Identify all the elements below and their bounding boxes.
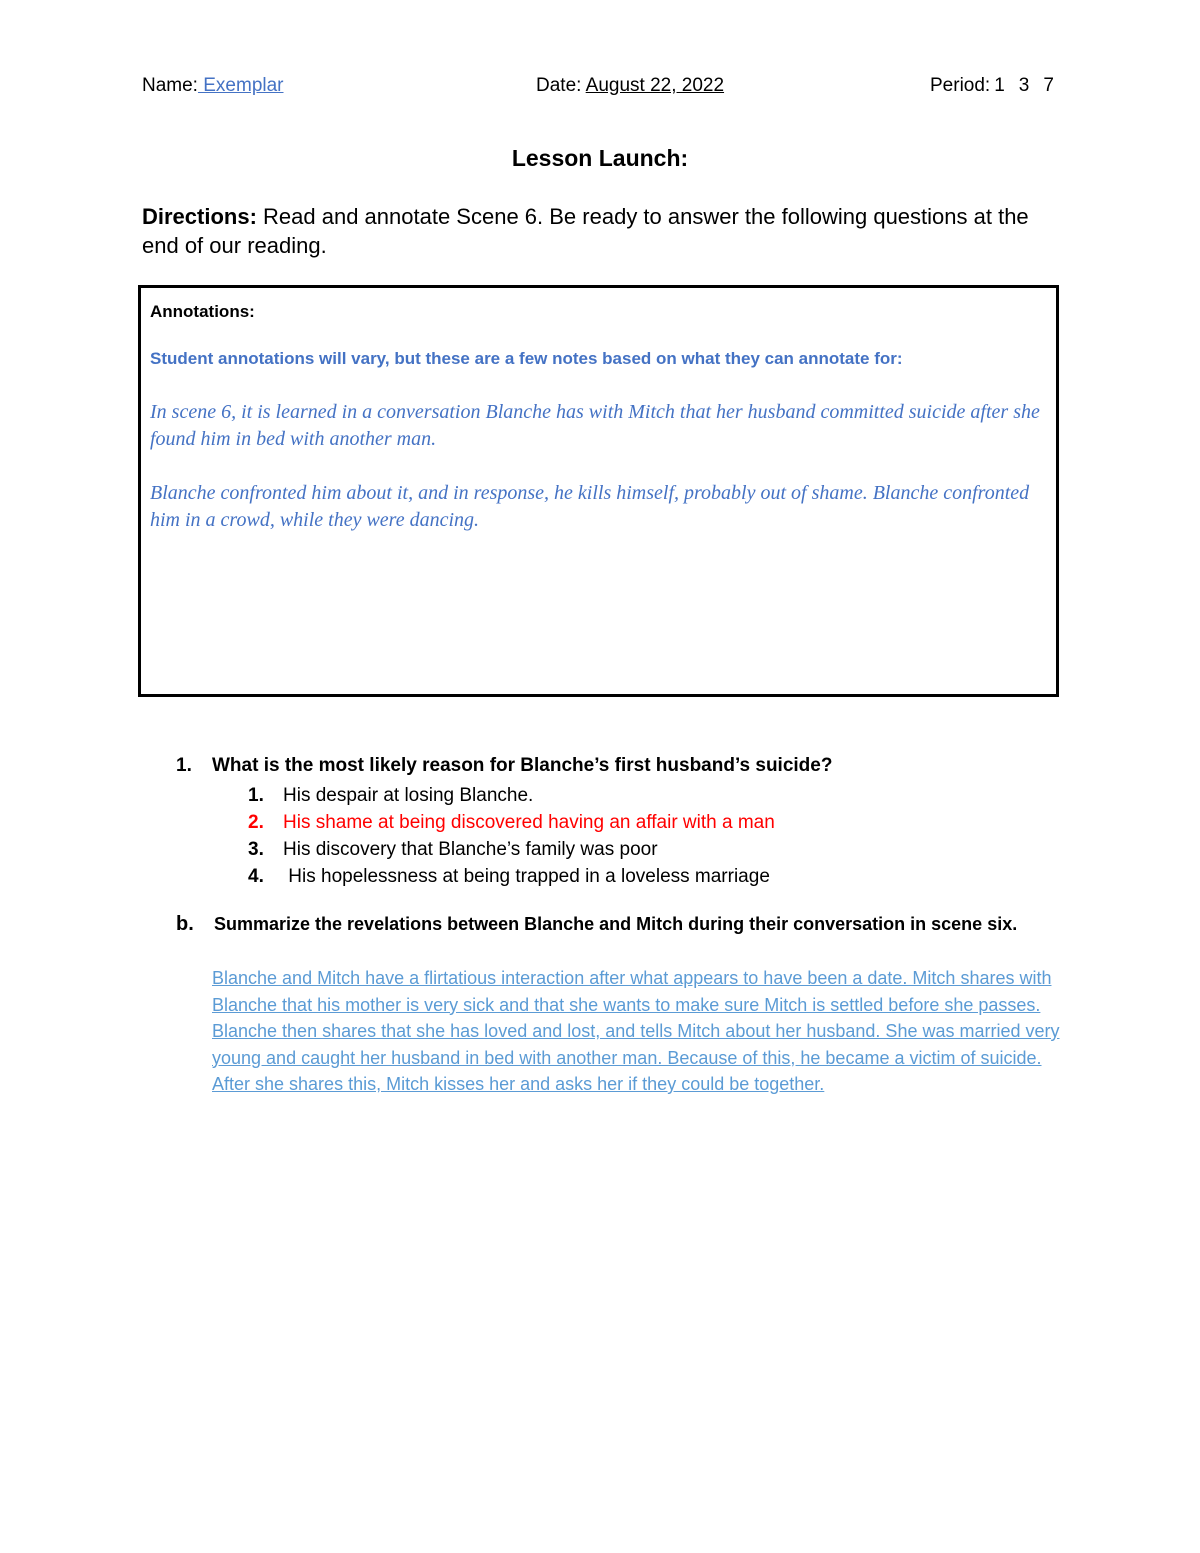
- option-text: His shame at being discovered having an affair with a man: [283, 812, 775, 833]
- name-value: Exemplar: [197, 75, 284, 96]
- option-text: His discovery that Blanche’s family was poor: [283, 839, 658, 860]
- directions-label: Directions:: [142, 204, 257, 229]
- option-text: His despair at losing Blanche.: [283, 785, 534, 806]
- annotations-label: Annotations:: [150, 302, 255, 321]
- option-item: [248, 782, 775, 809]
- name-field: [142, 74, 284, 98]
- period-value: 1: [994, 75, 1005, 96]
- option-number: 2.: [248, 812, 264, 833]
- option-number: 3.: [248, 839, 264, 860]
- question-1-number: 1.: [176, 755, 192, 776]
- date-value: August 22, 2022: [585, 75, 725, 96]
- directions: [142, 202, 1052, 260]
- question-1-text: What is the most likely reason for Blanche’s first husband’s suicide?: [212, 755, 833, 776]
- option-text: His hopelessness at being trapped in a loveless marriage: [283, 866, 770, 887]
- directions-text: Read and annotate Scene 6. Be ready to answer the following questions at the end of our reading.: [142, 204, 1029, 258]
- page-title: Lesson Launch:: [511, 145, 689, 171]
- date-field: [536, 74, 729, 98]
- question-b: [176, 913, 1017, 936]
- question-b-text: Summarize the revelations between Blanche and Mitch during their conversation in scene six.: [214, 914, 1018, 934]
- period-value: 7: [1043, 75, 1054, 96]
- period-label: Period:: [930, 75, 991, 96]
- date-label: Date:: [536, 75, 582, 96]
- annotations-intro: Student annotations will vary, but these are a few notes based on what they can annotate for:: [150, 349, 903, 368]
- option-item: [248, 836, 775, 863]
- annotation-note: In scene 6, it is learned in a conversation Blanche has with Mitch that her husband committed suicide after she found him in bed with another man.: [150, 401, 1040, 450]
- period-field: [930, 74, 1054, 98]
- question-1-options: [248, 782, 775, 890]
- name-label: Name:: [142, 75, 198, 96]
- option-number: 1.: [248, 785, 264, 806]
- period-values: [990, 75, 1054, 96]
- option-item-correct: [248, 809, 775, 836]
- question-b-number: b.: [176, 913, 194, 935]
- option-item: [248, 863, 775, 890]
- option-number: 4.: [248, 866, 264, 887]
- annotations-box: [138, 285, 1059, 697]
- period-value: 3: [1018, 75, 1030, 96]
- question-1: [176, 755, 832, 777]
- annotation-note: Blanche confronted him about it, and in response, he kills himself, probably out of shame. Blanche confronted him in a crowd, while they were dancing.: [150, 482, 1030, 531]
- question-b-answer: Blanche and Mitch have a flirtatious interaction after what appears to have been a date. Mitch shares with Blanche that his mother is very sick and that she wants to make sure Mitch is settled before she passes. Blanche then shares that she has loved and lost, and tells Mitch about her husband. She was married very young and caught her husband in bed with another man. Because of this, he became a victim of suicide. After she shares this, Mitch kisses her and asks her if they could be together.: [212, 968, 1060, 1094]
